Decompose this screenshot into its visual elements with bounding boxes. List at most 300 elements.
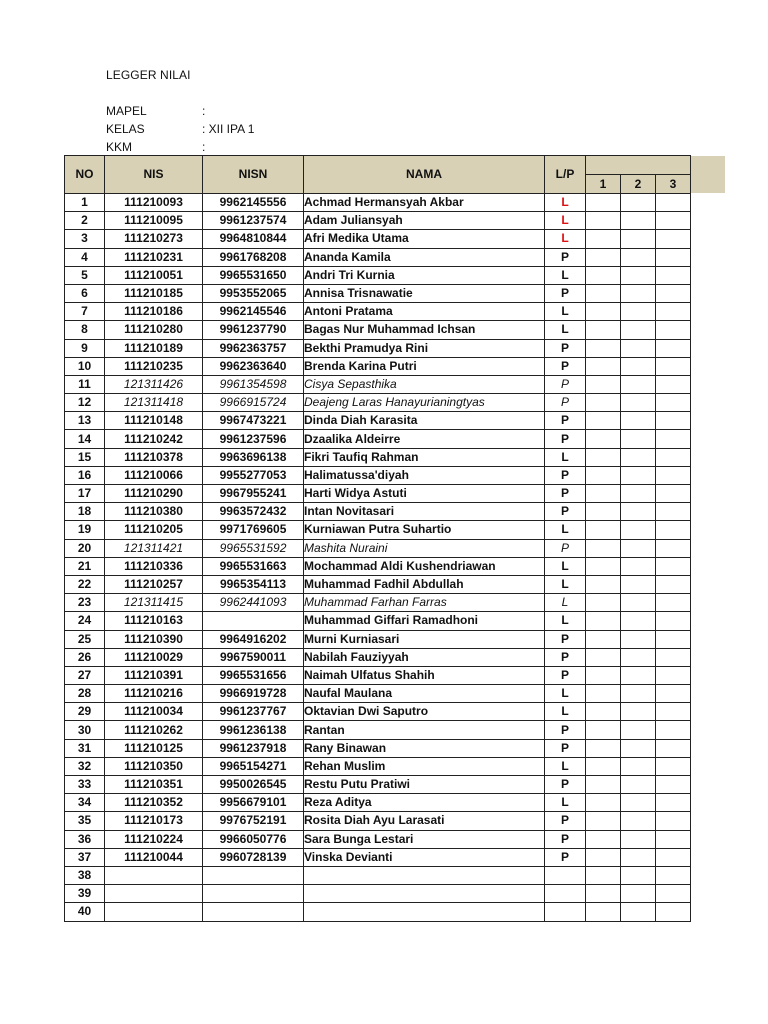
score-cell-2[interactable] (621, 794, 656, 812)
nis-cell: 111210242 (105, 430, 203, 448)
nis-cell: 111210148 (105, 412, 203, 430)
nis-cell: 111210336 (105, 557, 203, 575)
score-cell-1[interactable] (586, 212, 621, 230)
gender-cell: L (545, 794, 586, 812)
name-cell: Ananda Kamila (304, 248, 545, 266)
name-cell: Muhammad Farhan Farras (304, 594, 545, 612)
nisn-cell: 9953552065 (203, 284, 304, 302)
score-cell-2[interactable] (621, 284, 656, 302)
score-cell-2[interactable] (621, 830, 656, 848)
nisn-cell: 9965531650 (203, 266, 304, 284)
name-cell: Annisa Trisnawatie (304, 284, 545, 302)
score-cell-1[interactable] (586, 776, 621, 794)
score-cell-1[interactable] (586, 721, 621, 739)
score-cell-1[interactable] (586, 794, 621, 812)
score-cell-2[interactable] (621, 339, 656, 357)
row-number-cell: 27 (65, 666, 105, 684)
table-row (65, 776, 691, 794)
row-number-cell: 19 (65, 521, 105, 539)
name-cell: Restu Putu Pratiwi (304, 776, 545, 794)
gender-cell (545, 866, 586, 884)
score-cell-2[interactable] (621, 575, 656, 593)
score-cell-2[interactable] (621, 612, 656, 630)
table-row (65, 539, 691, 557)
score-cell-1[interactable] (586, 194, 621, 212)
score-cell-3[interactable] (656, 194, 691, 212)
score-cell-2[interactable] (621, 394, 656, 412)
row-number-cell: 37 (65, 848, 105, 866)
score-cell-3[interactable] (656, 703, 691, 721)
score-cell-1[interactable] (586, 630, 621, 648)
score-cell-3[interactable] (656, 557, 691, 575)
score-cell-1[interactable] (586, 394, 621, 412)
score-cell-3[interactable] (656, 866, 691, 884)
nisn-cell: 9971769605 (203, 521, 304, 539)
score-cell-1[interactable] (586, 412, 621, 430)
nisn-cell (203, 903, 304, 921)
nis-cell: 111210257 (105, 575, 203, 593)
nisn-cell: 9966915724 (203, 394, 304, 412)
gender-cell: L (545, 594, 586, 612)
gender-cell: L (545, 612, 586, 630)
score-cell-3[interactable] (656, 903, 691, 921)
table-row (65, 885, 691, 903)
nis-cell: 111210095 (105, 212, 203, 230)
name-cell: Muhammad Fadhil Abdullah (304, 575, 545, 593)
score-cell-2[interactable] (621, 885, 656, 903)
table-row (65, 430, 691, 448)
score-cell-2[interactable] (621, 448, 656, 466)
nisn-cell: 9961237767 (203, 703, 304, 721)
row-number-cell: 24 (65, 612, 105, 630)
score-cell-1[interactable] (586, 303, 621, 321)
table-row (65, 503, 691, 521)
nisn-cell: 9955277053 (203, 466, 304, 484)
name-cell: Rantan (304, 721, 545, 739)
score-cell-3[interactable] (656, 666, 691, 684)
gender-cell: P (545, 630, 586, 648)
nisn-cell: 9961354598 (203, 375, 304, 393)
score-cell-1[interactable] (586, 357, 621, 375)
score-cell-1[interactable] (586, 666, 621, 684)
name-cell: Murni Kurniasari (304, 630, 545, 648)
nis-cell: 111210186 (105, 303, 203, 321)
column-header-score-group (586, 156, 691, 175)
score-cell-3[interactable] (656, 339, 691, 357)
gender-cell: L (545, 303, 586, 321)
gender-cell: P (545, 539, 586, 557)
score-cell-3[interactable] (656, 776, 691, 794)
nisn-cell: 9963696138 (203, 448, 304, 466)
score-cell-3[interactable] (656, 448, 691, 466)
gender-cell: L (545, 685, 586, 703)
row-number-cell: 6 (65, 284, 105, 302)
table-row (65, 448, 691, 466)
row-number-cell: 7 (65, 303, 105, 321)
score-cell-3[interactable] (656, 284, 691, 302)
name-cell: Reza Aditya (304, 794, 545, 812)
score-cell-3[interactable] (656, 266, 691, 284)
table-row (65, 357, 691, 375)
name-cell: Afri Medika Utama (304, 230, 545, 248)
name-cell: Halimatussa'diyah (304, 466, 545, 484)
nisn-cell: 9961237596 (203, 430, 304, 448)
table-row (65, 485, 691, 503)
score-cell-1[interactable] (586, 521, 621, 539)
gender-cell: P (545, 503, 586, 521)
gender-cell: L (545, 448, 586, 466)
nis-cell: 111210205 (105, 521, 203, 539)
score-cell-3[interactable] (656, 375, 691, 393)
score-cell-3[interactable] (656, 412, 691, 430)
column-header-nis: NIS (105, 156, 203, 194)
nis-cell: 111210051 (105, 266, 203, 284)
score-cell-2[interactable] (621, 539, 656, 557)
gender-cell: P (545, 339, 586, 357)
score-cell-3[interactable] (656, 648, 691, 666)
row-number-cell: 9 (65, 339, 105, 357)
column-header-nama: NAMA (304, 156, 545, 194)
score-cell-2[interactable] (621, 521, 656, 539)
nisn-cell: 9966919728 (203, 685, 304, 703)
name-cell: Mochammad Aldi Kushendriawan (304, 557, 545, 575)
nis-cell: 111210280 (105, 321, 203, 339)
table-row (65, 412, 691, 430)
score-cell-1[interactable] (586, 485, 621, 503)
score-cell-3[interactable] (656, 794, 691, 812)
table-row (65, 375, 691, 393)
name-cell: Rosita Diah Ayu Larasati (304, 812, 545, 830)
table-row (65, 648, 691, 666)
gender-cell: L (545, 212, 586, 230)
nisn-cell: 9962441093 (203, 594, 304, 612)
column-header-score-2: 2 (621, 175, 656, 194)
nis-cell: 111210093 (105, 194, 203, 212)
score-cell-1[interactable] (586, 739, 621, 757)
row-number-cell: 34 (65, 794, 105, 812)
score-cell-3[interactable] (656, 394, 691, 412)
column-header-score-1: 1 (586, 175, 621, 194)
row-number-cell: 39 (65, 885, 105, 903)
score-cell-1[interactable] (586, 848, 621, 866)
nis-cell: 111210352 (105, 794, 203, 812)
table-row (65, 230, 691, 248)
row-number-cell: 38 (65, 866, 105, 884)
gender-cell (545, 885, 586, 903)
row-number-cell: 32 (65, 757, 105, 775)
table-row (65, 830, 691, 848)
nis-cell (105, 903, 203, 921)
score-cell-1[interactable] (586, 321, 621, 339)
name-cell: Cisya Sepasthika (304, 375, 545, 393)
score-cell-2[interactable] (621, 321, 656, 339)
score-cell-3[interactable] (656, 357, 691, 375)
score-cell-3[interactable] (656, 721, 691, 739)
row-number-cell: 4 (65, 248, 105, 266)
name-cell: Brenda Karina Putri (304, 357, 545, 375)
name-cell: Mashita Nuraini (304, 539, 545, 557)
score-cell-2[interactable] (621, 757, 656, 775)
score-cell-1[interactable] (586, 557, 621, 575)
gender-cell: P (545, 248, 586, 266)
row-number-cell: 17 (65, 485, 105, 503)
row-number-cell: 12 (65, 394, 105, 412)
score-cell-3[interactable] (656, 521, 691, 539)
table-row (65, 866, 691, 884)
score-cell-2[interactable] (621, 412, 656, 430)
name-cell: Oktavian Dwi Saputro (304, 703, 545, 721)
score-cell-2[interactable] (621, 266, 656, 284)
nisn-cell: 9961768208 (203, 248, 304, 266)
nisn-cell (203, 885, 304, 903)
score-cell-3[interactable] (656, 485, 691, 503)
row-number-cell: 8 (65, 321, 105, 339)
nisn-cell: 9960728139 (203, 848, 304, 866)
score-cell-2[interactable] (621, 721, 656, 739)
score-cell-1[interactable] (586, 466, 621, 484)
score-cell-2[interactable] (621, 230, 656, 248)
meta-label-kkm: KKM (106, 140, 133, 154)
score-cell-2[interactable] (621, 303, 656, 321)
nisn-cell: 9963572432 (203, 503, 304, 521)
gender-cell: P (545, 375, 586, 393)
score-cell-1[interactable] (586, 757, 621, 775)
nis-cell: 111210390 (105, 630, 203, 648)
table-row (65, 284, 691, 302)
score-cell-1[interactable] (586, 430, 621, 448)
nis-cell: 111210125 (105, 739, 203, 757)
score-cell-3[interactable] (656, 848, 691, 866)
nisn-cell: 9965531663 (203, 557, 304, 575)
score-cell-1[interactable] (586, 248, 621, 266)
score-cell-2[interactable] (621, 848, 656, 866)
score-cell-3[interactable] (656, 303, 691, 321)
score-cell-2[interactable] (621, 776, 656, 794)
name-cell: Antoni Pratama (304, 303, 545, 321)
score-cell-3[interactable] (656, 503, 691, 521)
name-cell: Harti Widya Astuti (304, 485, 545, 503)
score-cell-1[interactable] (586, 612, 621, 630)
table-row (65, 521, 691, 539)
row-number-cell: 11 (65, 375, 105, 393)
meta-value-mapel: : (202, 104, 206, 118)
name-cell (304, 866, 545, 884)
score-cell-3[interactable] (656, 466, 691, 484)
nis-cell: 111210185 (105, 284, 203, 302)
row-number-cell: 33 (65, 776, 105, 794)
row-number-cell: 2 (65, 212, 105, 230)
score-cell-2[interactable] (621, 739, 656, 757)
nis-cell: 111210262 (105, 721, 203, 739)
score-cell-1[interactable] (586, 375, 621, 393)
meta-value-kelas: : XII IPA 1 (202, 122, 255, 136)
score-cell-1[interactable] (586, 503, 621, 521)
table-row (65, 303, 691, 321)
table-row (65, 848, 691, 866)
row-number-cell: 10 (65, 357, 105, 375)
score-cell-3[interactable] (656, 812, 691, 830)
meta-label-kelas: KELAS (106, 122, 145, 136)
table-row (65, 794, 691, 812)
nisn-cell: 9967590011 (203, 648, 304, 666)
score-cell-3[interactable] (656, 575, 691, 593)
score-cell-2[interactable] (621, 466, 656, 484)
name-cell: Rehan Muslim (304, 757, 545, 775)
name-cell: Adam Juliansyah (304, 212, 545, 230)
score-cell-1[interactable] (586, 648, 621, 666)
nis-cell: 111210163 (105, 612, 203, 630)
table-row (65, 594, 691, 612)
table-row (65, 612, 691, 630)
name-cell: Dinda Diah Karasita (304, 412, 545, 430)
score-cell-3[interactable] (656, 248, 691, 266)
score-cell-2[interactable] (621, 212, 656, 230)
nisn-cell: 9967955241 (203, 485, 304, 503)
nis-cell: 111210066 (105, 466, 203, 484)
score-cell-2[interactable] (621, 903, 656, 921)
gender-cell: P (545, 776, 586, 794)
name-cell: Kurniawan Putra Suhartio (304, 521, 545, 539)
table-row (65, 466, 691, 484)
score-cell-1[interactable] (586, 575, 621, 593)
score-cell-3[interactable] (656, 430, 691, 448)
nis-cell (105, 866, 203, 884)
score-cell-2[interactable] (621, 594, 656, 612)
score-cell-2[interactable] (621, 248, 656, 266)
column-header-nisn: NISN (203, 156, 304, 194)
score-cell-1[interactable] (586, 594, 621, 612)
gender-cell: L (545, 266, 586, 284)
nis-cell: 111210044 (105, 848, 203, 866)
score-cell-2[interactable] (621, 357, 656, 375)
table-row (65, 557, 691, 575)
score-cell-2[interactable] (621, 557, 656, 575)
score-cell-1[interactable] (586, 885, 621, 903)
score-cell-1[interactable] (586, 230, 621, 248)
score-cell-1[interactable] (586, 339, 621, 357)
table-row (65, 812, 691, 830)
nisn-cell: 9965354113 (203, 575, 304, 593)
score-cell-3[interactable] (656, 612, 691, 630)
nis-cell: 121311418 (105, 394, 203, 412)
score-cell-1[interactable] (586, 866, 621, 884)
score-cell-3[interactable] (656, 230, 691, 248)
score-cell-2[interactable] (621, 503, 656, 521)
nis-cell: 111210273 (105, 230, 203, 248)
score-cell-3[interactable] (656, 885, 691, 903)
name-cell: Bekthi Pramudya Rini (304, 339, 545, 357)
score-cell-2[interactable] (621, 812, 656, 830)
ledger-body (65, 194, 691, 922)
name-cell: Bagas Nur Muhammad Ichsan (304, 321, 545, 339)
score-cell-1[interactable] (586, 448, 621, 466)
table-row (65, 685, 691, 703)
row-number-cell: 3 (65, 230, 105, 248)
row-number-cell: 28 (65, 685, 105, 703)
score-cell-2[interactable] (621, 703, 656, 721)
nisn-cell: 9961237790 (203, 321, 304, 339)
score-cell-2[interactable] (621, 485, 656, 503)
score-cell-3[interactable] (656, 739, 691, 757)
score-cell-3[interactable] (656, 212, 691, 230)
score-cell-3[interactable] (656, 685, 691, 703)
nisn-cell: 9962145556 (203, 194, 304, 212)
score-cell-3[interactable] (656, 321, 691, 339)
score-cell-1[interactable] (586, 903, 621, 921)
nisn-cell: 9962363640 (203, 357, 304, 375)
score-cell-3[interactable] (656, 830, 691, 848)
score-cell-1[interactable] (586, 284, 621, 302)
row-number-cell: 14 (65, 430, 105, 448)
name-cell: Dzaalika Aldeirre (304, 430, 545, 448)
name-cell: Vinska Devianti (304, 848, 545, 866)
score-cell-1[interactable] (586, 266, 621, 284)
score-cell-1[interactable] (586, 685, 621, 703)
row-number-cell: 36 (65, 830, 105, 848)
table-row (65, 903, 691, 921)
score-cell-3[interactable] (656, 539, 691, 557)
row-number-cell: 23 (65, 594, 105, 612)
row-number-cell: 26 (65, 648, 105, 666)
score-cell-2[interactable] (621, 866, 656, 884)
name-cell: Naufal Maulana (304, 685, 545, 703)
row-number-cell: 5 (65, 266, 105, 284)
score-cell-1[interactable] (586, 539, 621, 557)
nis-cell: 121311415 (105, 594, 203, 612)
nisn-cell: 9962145546 (203, 303, 304, 321)
gender-cell: P (545, 648, 586, 666)
score-cell-3[interactable] (656, 594, 691, 612)
row-number-cell: 29 (65, 703, 105, 721)
gender-cell: P (545, 430, 586, 448)
gender-cell: P (545, 357, 586, 375)
nis-cell: 111210034 (105, 703, 203, 721)
score-cell-2[interactable] (621, 430, 656, 448)
gender-cell (545, 903, 586, 921)
score-cell-2[interactable] (621, 630, 656, 648)
gender-cell: P (545, 848, 586, 866)
score-cell-2[interactable] (621, 685, 656, 703)
score-cell-3[interactable] (656, 630, 691, 648)
gender-cell: P (545, 394, 586, 412)
nis-cell: 111210378 (105, 448, 203, 466)
score-cell-1[interactable] (586, 703, 621, 721)
gender-cell: L (545, 557, 586, 575)
gender-cell: L (545, 575, 586, 593)
nisn-cell: 9964916202 (203, 630, 304, 648)
score-cell-2[interactable] (621, 648, 656, 666)
table-row (65, 266, 691, 284)
nis-cell: 111210224 (105, 830, 203, 848)
row-number-cell: 30 (65, 721, 105, 739)
score-cell-2[interactable] (621, 666, 656, 684)
table-row (65, 212, 691, 230)
gender-cell: P (545, 830, 586, 848)
score-cell-1[interactable] (586, 812, 621, 830)
score-cell-2[interactable] (621, 194, 656, 212)
row-number-cell: 25 (65, 630, 105, 648)
nisn-cell: 9962363757 (203, 339, 304, 357)
nisn-cell: 9961237918 (203, 739, 304, 757)
score-cell-3[interactable] (656, 757, 691, 775)
nisn-cell (203, 612, 304, 630)
score-cell-2[interactable] (621, 375, 656, 393)
nisn-cell (203, 866, 304, 884)
nis-cell: 111210216 (105, 685, 203, 703)
gender-cell: P (545, 412, 586, 430)
score-cell-1[interactable] (586, 830, 621, 848)
table-row (65, 394, 691, 412)
